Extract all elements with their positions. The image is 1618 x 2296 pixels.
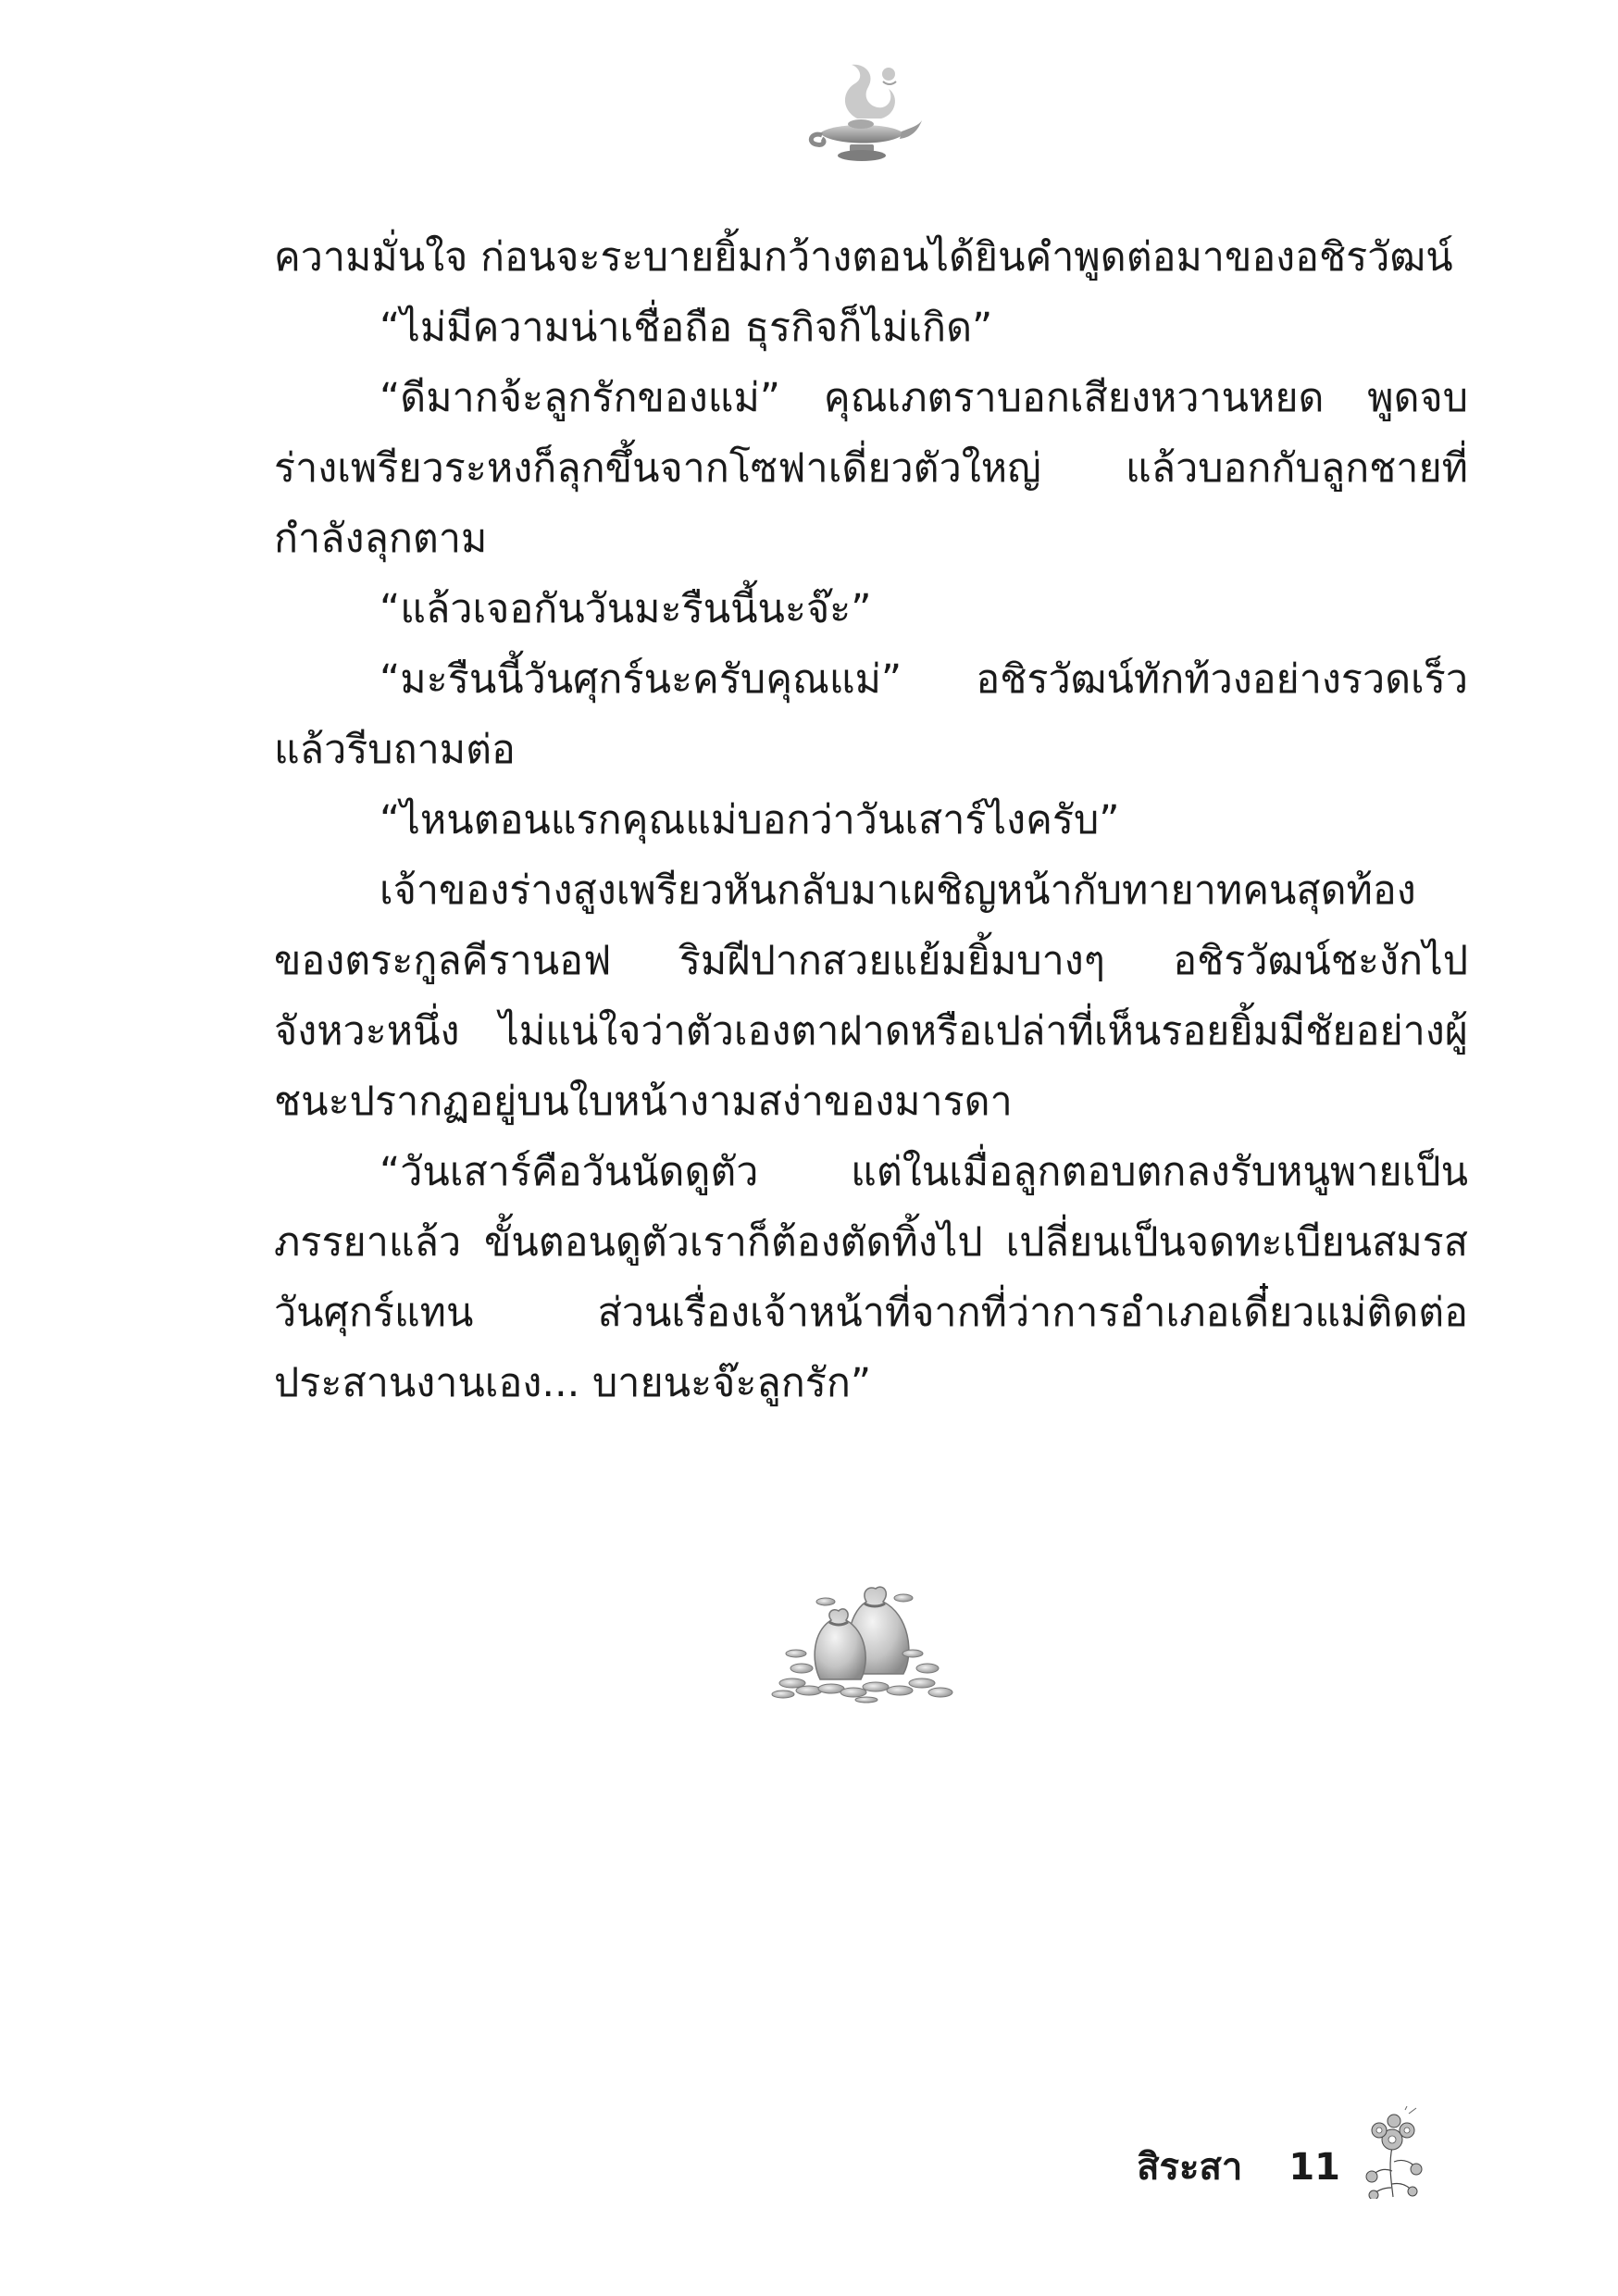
paragraph: “ไหนตอนแรกคุณแม่บอกว่าวันเสาร์ไงครับ” [380, 797, 1120, 843]
genie-lamp-icon [803, 54, 924, 174]
paragraph: “ดีมากจ้ะลูกรักของแม่” คุณเภตราบอกเสียงหวานหยด พูดจบร่างเพรียวระหงก็ลุกขึ้นจากโซฟาเดี่ยวตัวใหญ่ แล้วบอกกับลูกชายที่กำลังลุกตาม [274, 375, 1468, 562]
money-bags-icon [765, 1565, 968, 1703]
paragraph: “แล้วเจอกันวันมะรืนนี้นะจ๊ะ” [380, 586, 872, 632]
paragraph: “วันเสาร์คือวันนัดดูตัว แต่ในเมื่อลูกตอบตกลงรับหนูพายเป็นภรรยาแล้ว ขั้นตอนดูตัวเราก็ต้องตัดทิ้งไป เปลี่ยนเป็นจดทะเบียนสมรสวันศุกร์แทน ส่วนเรื่องเจ้าหน้าที่จากที่ว่าการอำเภอเดี๋ยวแม่ติดต่อประสานงานเอง... บายนะจ๊ะลูกรัก” [274, 1149, 1468, 1406]
page-footer [1137, 2106, 1425, 2199]
page-number: 11 [1288, 2146, 1340, 2189]
paragraph: ความมั่นใจ ก่อนจะระบายยิ้มกว้างตอนได้ยินคำพูดต่อมาของอชิรวัฒน์ [274, 234, 1453, 281]
paragraph: เจ้าของร่างสูงเพรียวหันกลับมาเผชิญหน้ากับทายาทคนสุดท้องของตระกูลคีรานอฟ ริมฝีปากสวยแย้มยิ้มบางๆ อชิรวัฒน์ชะงักไปจังหวะหนึ่ง ไม่แน่ใจว่าตัวเองตาฝาดหรือเปล่าที่เห็นรอยยิ้มมีชัยอย่างผู้ชนะปรากฏอยู่บนใบหน้างามสง่าของมารดา [274, 867, 1468, 1125]
flower-ornament-icon [1361, 2106, 1425, 2199]
body-text [274, 222, 1468, 1418]
paragraph: “ไม่มีความน่าเชื่อถือ ธุรกิจก็ไม่เกิด” [380, 305, 993, 351]
book-title: สิระสา [1137, 2146, 1243, 2189]
paragraph: “มะรืนนี้วันศุกร์นะครับคุณแม่” อชิรวัฒน์ทักท้วงอย่างรวดเร็ว แล้วรีบถามต่อ [274, 656, 1468, 773]
